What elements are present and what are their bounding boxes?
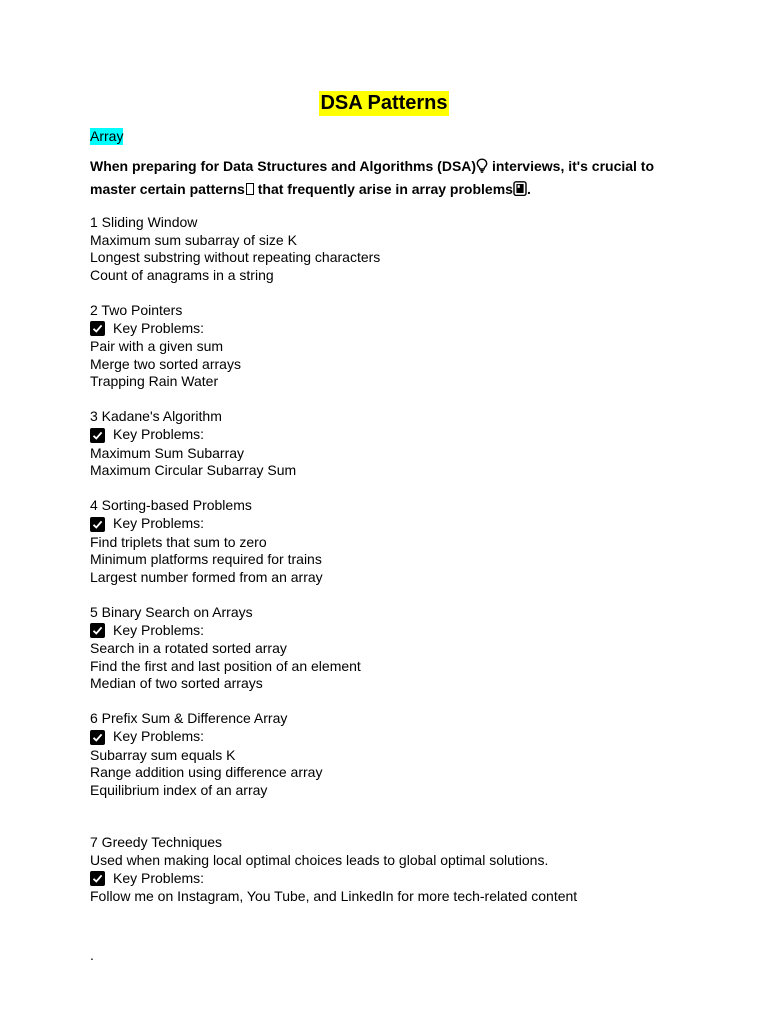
follow-footer-text: Follow me on Instagram, You Tube, and LinkedIn for more tech-related content: [90, 888, 578, 904]
list-item: Largest number formed from an array: [90, 568, 323, 585]
key-problems-row: [90, 515, 710, 534]
key-problems-label: Key Problems:: [113, 621, 205, 638]
list-item: Range addition using difference array: [90, 764, 323, 780]
book-icon: [513, 181, 527, 202]
list-item: Find the first and last position of an element: [90, 657, 361, 674]
key-problems-row: [90, 728, 710, 747]
section-kadane: [90, 408, 710, 480]
lightbulb-icon: [476, 158, 488, 179]
key-problems-label: Key Problems:: [113, 426, 205, 443]
list-item: Pair with a given sum: [90, 338, 224, 354]
list-item: Maximum Circular Subarray Sum: [90, 462, 297, 478]
list-item: Equilibrium index of an array: [90, 781, 268, 798]
key-problems-label: Key Problems:: [113, 319, 205, 336]
key-problems-label: Key Problems:: [113, 515, 205, 532]
list-item: Search in a rotated sorted array: [90, 640, 287, 656]
list-item: Longest substring without repeating characters: [90, 249, 381, 265]
intro-text-1: When preparing for Data Structures and Algorithms (DSA): [90, 158, 477, 174]
key-problems-row: [90, 319, 710, 338]
list-item: Maximum sum subarray of size K: [90, 231, 297, 248]
section-greedy: [90, 834, 710, 906]
list-item: Count of anagrams in a string: [90, 266, 274, 283]
key-problems-label: Key Problems:: [113, 728, 205, 745]
section-sliding-window: [90, 214, 710, 284]
list-item: Maximum Sum Subarray: [90, 444, 245, 461]
section-heading: 1 Sliding Window: [90, 214, 198, 230]
section-heading: 6 Prefix Sum & Difference Array: [90, 710, 288, 726]
section-heading: 3 Kadane's Algorithm: [90, 408, 222, 424]
check-mark-icon: [90, 871, 105, 886]
title-row: [0, 91, 768, 116]
intro-text-2: interviews, it's crucial to master certain patterns: [90, 158, 655, 197]
list-item: Median of two sorted arrays: [90, 675, 263, 691]
key-problems-label: Key Problems:: [113, 869, 205, 886]
check-mark-icon: [90, 623, 105, 638]
missing-glyph-icon: [246, 183, 254, 195]
section-binary-search: [90, 604, 710, 693]
page-title: DSA Patterns: [320, 92, 448, 114]
list-item: Trapping Rain Water: [90, 373, 219, 389]
intro-text-3: that frequently arise in array problems: [253, 181, 513, 197]
section-subtitle: Array: [90, 128, 124, 144]
check-mark-icon: [90, 517, 105, 532]
section-heading: 5 Binary Search on Arrays: [90, 603, 253, 620]
key-problems-row: [90, 869, 710, 888]
section-description: Used when making local optimal choices leads to global optimal solutions.: [90, 851, 549, 868]
list-item: Minimum platforms required for trains: [90, 551, 322, 567]
key-problems-row: [90, 426, 710, 445]
key-problems-row: [90, 621, 710, 640]
intro-paragraph: [90, 156, 690, 202]
section-prefix-sum: [90, 710, 710, 799]
intro-text-4: .: [526, 181, 531, 197]
check-mark-icon: [90, 730, 105, 745]
list-item: Find triplets that sum to zero: [90, 533, 267, 550]
check-mark-icon: [90, 428, 105, 443]
list-item: Subarray sum equals K: [90, 746, 236, 763]
pattern-sections: [90, 214, 710, 923]
check-mark-icon: [90, 321, 105, 336]
trailing-period: .: [90, 947, 94, 963]
section-heading: 2 Two Pointers: [90, 301, 183, 318]
list-item: Merge two sorted arrays: [90, 355, 241, 372]
section-two-pointers: [90, 302, 710, 391]
section-heading: 4 Sorting-based Problems: [90, 497, 252, 513]
section-sorting: [90, 497, 710, 586]
section-heading: 7 Greedy Techniques: [90, 834, 223, 850]
